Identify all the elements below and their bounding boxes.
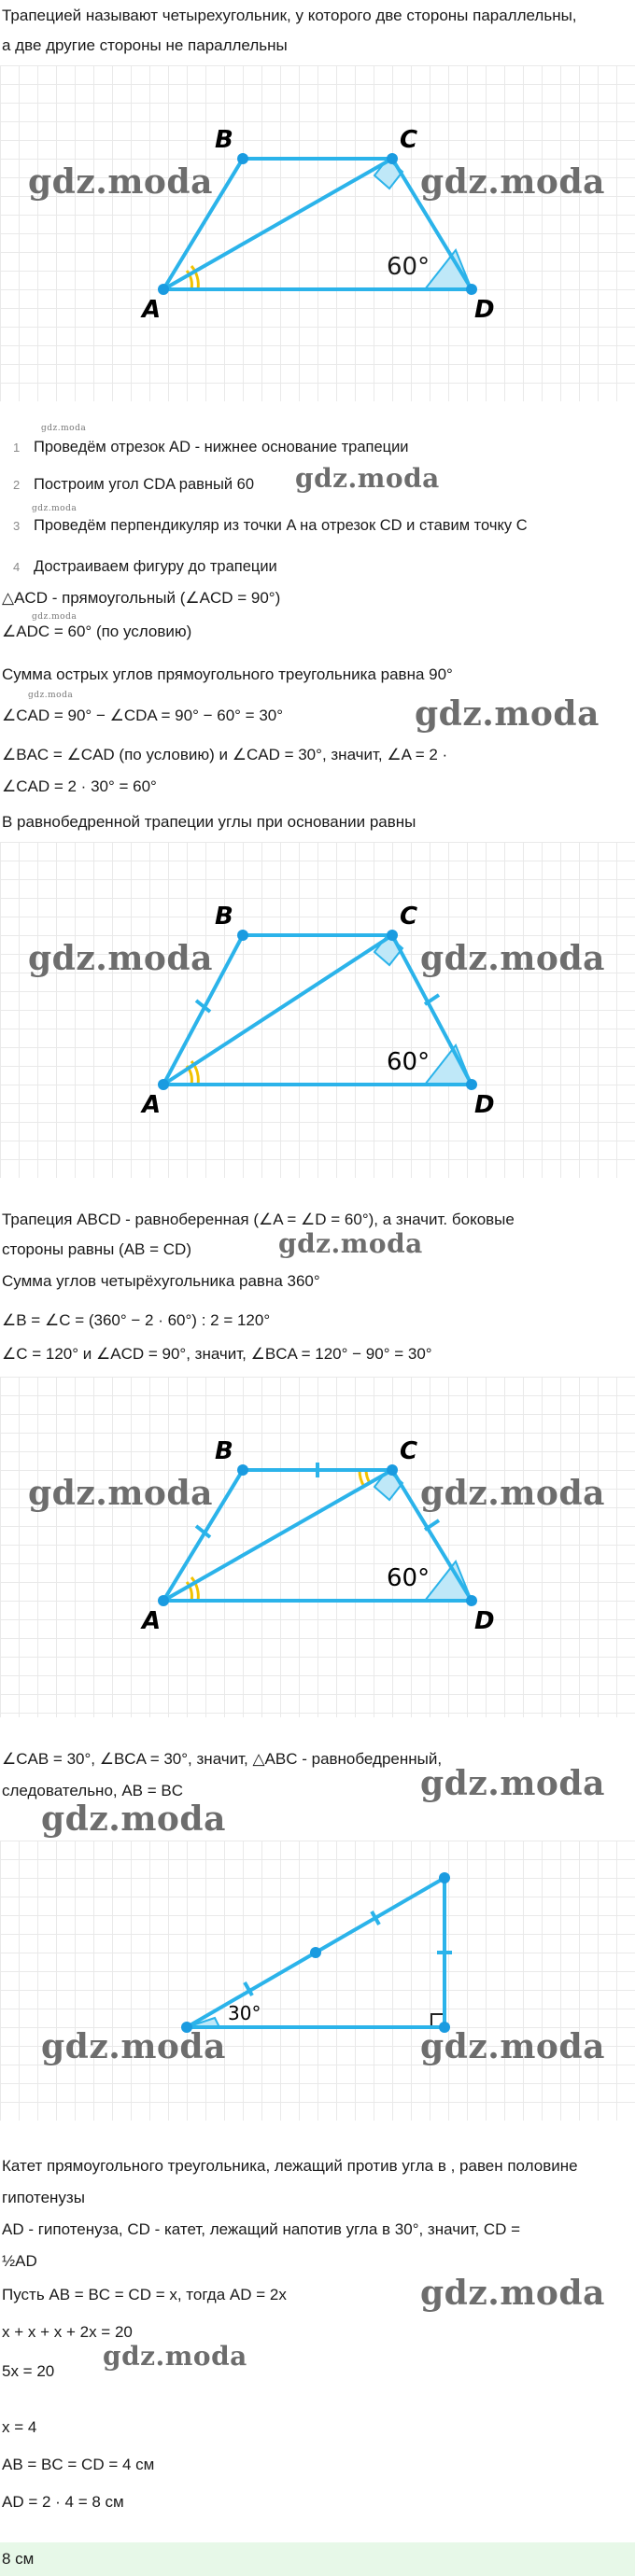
watermark: gdz.moda	[295, 463, 440, 494]
watermark-small: gdz.moda	[28, 691, 74, 700]
step-text: Достраиваем фигуру до трапеции	[34, 558, 277, 575]
solution-line: гипотенузы	[2, 2189, 85, 2206]
label-c: C	[400, 903, 418, 931]
step-num: 4	[13, 560, 21, 574]
angle-d-fill	[425, 250, 472, 289]
solution-line: В равнобедренной трапеции углы при основании равны	[2, 813, 416, 831]
solution-line: x = 4	[2, 2418, 37, 2436]
watermark: gdz.moda	[420, 162, 605, 202]
solution-line: x + x + x + 2x = 20	[2, 2323, 133, 2341]
step-text: Проведём перпендикуляр из точки A на отрезок CD и ставим точку C	[34, 517, 528, 534]
right-angle-mark	[374, 159, 402, 189]
solution-line: AB = BC = CD = 4 см	[2, 2456, 155, 2473]
solution-line: стороны равны (AB = CD)	[2, 1240, 191, 1258]
step-2	[13, 474, 254, 496]
solution-line: Сумма острых углов прямоугольного треугольника равна 90°	[2, 665, 453, 683]
intro-line-1: Трапецией называют четырехугольник, у которого две стороны параллельны,	[2, 7, 577, 24]
label-d: D	[474, 296, 495, 324]
label-c: C	[400, 126, 418, 154]
step-text: Проведём отрезок AD - нижнее основание трапеции	[34, 439, 409, 455]
watermark-small: gdz.moda	[32, 612, 78, 622]
intro-line-2: а две другие стороны не параллельны	[2, 36, 288, 54]
watermark: gdz.moda	[28, 162, 213, 202]
label-b: B	[215, 126, 233, 154]
watermark-small: gdz.moda	[32, 504, 78, 513]
angle-label: 60°	[387, 1564, 430, 1592]
solution-line: 5x = 20	[2, 2362, 55, 2380]
step-num: 1	[13, 441, 21, 455]
watermark: gdz.moda	[28, 1474, 213, 1513]
watermark: gdz.moda	[278, 1228, 423, 1259]
step-1	[13, 437, 409, 458]
step-3	[13, 515, 528, 537]
watermark: gdz.moda	[420, 2274, 605, 2313]
label-a: A	[142, 1091, 162, 1119]
figure-4-svg	[0, 1841, 635, 2121]
angle-label: 60°	[387, 253, 430, 281]
solution-line: ∠CAD = 90° − ∠CDA = 90° − 60° = 30°	[2, 707, 284, 724]
solution-line: Катет прямоугольного треугольника, лежащий против угла в , равен половине	[2, 2157, 578, 2175]
solution-line: △ACD - прямоугольный (∠ACD = 90°)	[2, 589, 281, 607]
watermark: gdz.moda	[420, 939, 605, 978]
watermark: gdz.moda	[415, 694, 600, 734]
label-d: D	[474, 1607, 495, 1635]
label-b: B	[215, 1437, 233, 1465]
solution-line: Сумма углов четырёхугольника равна 360°	[2, 1272, 320, 1290]
solution-line: ∠BAC = ∠CAD (по условию) и ∠CAD = 30°, значит, ∠A = 2 ·	[2, 746, 448, 763]
angle-label: 30°	[228, 2002, 261, 2024]
step-4	[13, 556, 277, 578]
label-b: B	[215, 903, 233, 931]
answer-box: 8 см	[0, 2542, 635, 2576]
watermark: gdz.moda	[420, 1474, 605, 1513]
figure-1-trapezoid	[0, 65, 635, 401]
solution-line: Пусть AB = BC = CD = x, тогда AD = 2x	[2, 2286, 287, 2303]
label-a: A	[142, 1607, 162, 1635]
figure-3-trapezoid	[0, 1377, 635, 1717]
solution-line: ∠B = ∠C = (360° − 2 · 60°) : 2 = 120°	[2, 1311, 271, 1329]
solution-line: AD - гипотенуза, CD - катет, лежащий напотив угла в 30°, значит, CD =	[2, 2220, 521, 2238]
figure-2-trapezoid	[0, 842, 635, 1178]
solution-line: AD = 2 · 4 = 8 см	[2, 2493, 124, 2511]
figure-2-svg	[0, 842, 635, 1178]
watermark-small: gdz.moda	[41, 424, 87, 433]
angle-label: 60°	[387, 1048, 430, 1076]
step-text: Построим угол CDA равный 60	[34, 476, 255, 493]
label-c: C	[400, 1437, 418, 1465]
solution-line: ∠CAB = 30°, ∠BCA = 30°, значит, △ABC - равнобедренный,	[2, 1750, 443, 1768]
figure-3-svg	[0, 1377, 635, 1717]
solution-line: ∠ADC = 60° (по условию)	[2, 623, 192, 640]
watermark: gdz.moda	[41, 1799, 226, 1839]
solution-line: ∠CAD = 2 · 30° = 60°	[2, 777, 157, 795]
watermark: gdz.moda	[420, 2027, 605, 2066]
figure-1-svg	[0, 65, 635, 401]
watermark: gdz.moda	[103, 2341, 247, 2372]
label-d: D	[474, 1091, 495, 1119]
label-a: A	[142, 296, 162, 324]
watermark: gdz.moda	[41, 2027, 226, 2066]
solution-line: следовательно, AB = BC	[2, 1782, 184, 1799]
step-num: 3	[13, 519, 21, 533]
solution-line: ½AD	[2, 2252, 37, 2270]
watermark: gdz.moda	[420, 1764, 605, 1803]
watermark: gdz.moda	[28, 939, 213, 978]
solution-line: ∠C = 120° и ∠ACD = 90°, значит, ∠BCA = 120° − 90° = 30°	[2, 1345, 432, 1363]
step-num: 2	[13, 478, 21, 492]
solution-line: Трапеция ABCD - равноберенная (∠A = ∠D = 60°), а значит. боковые	[2, 1211, 515, 1228]
figure-4-triangle	[0, 1841, 635, 2121]
